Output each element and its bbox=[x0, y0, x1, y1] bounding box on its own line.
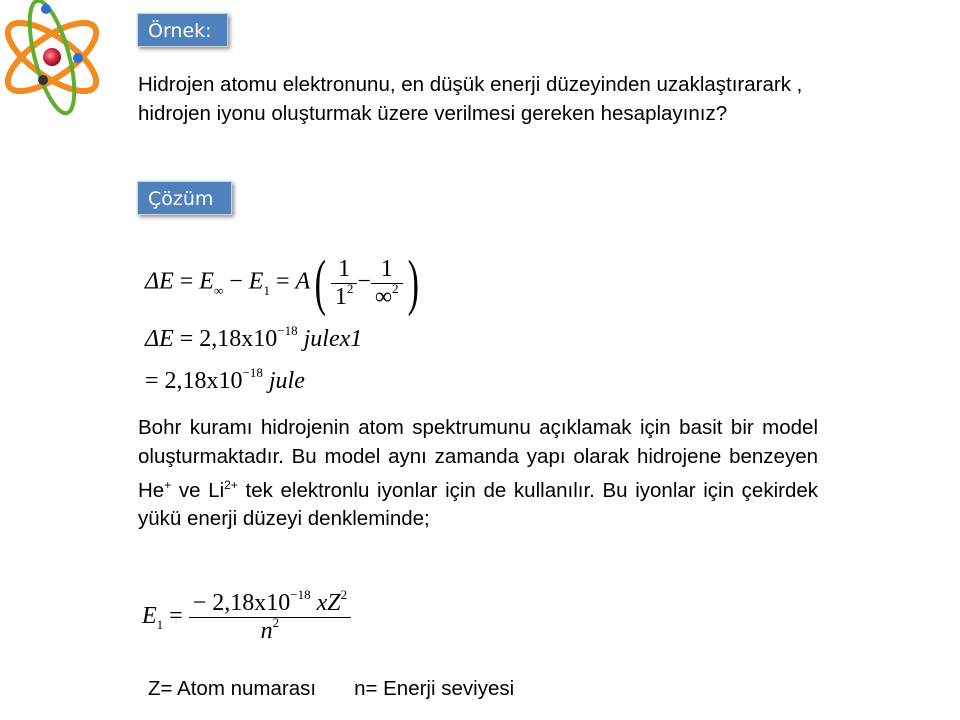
electron-icon bbox=[38, 75, 48, 85]
equation-energy-result: = $2,18x10^{-18}$ jule bbox=[145, 365, 305, 394]
bohr-paragraph: Bohr kuramı hidrojenin atom spektrumunu açıklamak için basit bir model oluşturmaktadır. Bu model aynı zamanda yapı olarak hidrojene benzeyen He+ ve $Li^{2+}$ tek elektronlu iyonlar için de kullanılır. Bu iyonlar için çekirdek yükü enerji düzeyi denkleminde; bbox=[138, 416, 818, 531]
legend-n: n= Enerji seviyesi bbox=[354, 677, 515, 700]
variable-legend bbox=[148, 677, 514, 701]
atom-icon bbox=[0, 0, 110, 125]
electron-icon bbox=[41, 4, 51, 14]
electron-icon bbox=[73, 53, 83, 63]
nucleus-icon bbox=[43, 48, 61, 66]
example-tag: Örnek: bbox=[137, 13, 228, 47]
equation-energy-value: $\Delta E = 2,18x10^{-18}$ julex1 bbox=[145, 323, 363, 352]
solution-tag: Çözüm bbox=[137, 181, 232, 215]
equation-energy-level: $E_1$ = $\frac{- 2,18x10^{-18} xZ^2}{n^2}$ bbox=[142, 590, 351, 645]
question-text: Hidrojen atomu elektronunu, en düşük enerji düzeyinden uzaklaştırarark , hidrojen iyonu oluşturmak üzere verilmesi gereken hesaplayınız? bbox=[138, 73, 803, 125]
legend-z: Z= Atom numarası bbox=[148, 677, 317, 700]
equation-energy-difference: $\Delta E = E_\infty - E_1 = A$( $\frac{1}{1^2}$ − $\frac{1}{\infty^2}$ ) bbox=[145, 249, 419, 317]
